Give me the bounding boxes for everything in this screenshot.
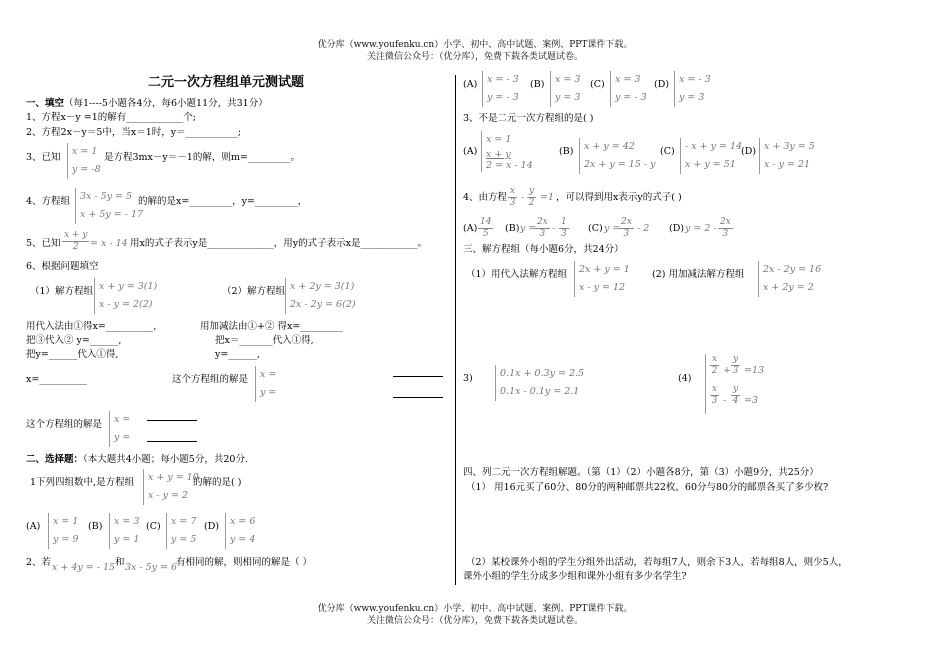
choice-1-option-a: x = 1 y = 9 xyxy=(48,513,78,549)
header-line-2: 关注微信公众号：（优分库），免费下载各类试题试卷。 xyxy=(366,52,583,62)
step-2-right: 把x＝_______代入①得, xyxy=(215,335,314,346)
s3-problem-3-label: 3) xyxy=(463,373,473,384)
r-q4-frac-x3: $\frac{x}{3}$ xyxy=(509,186,516,208)
r-q4-frac-y2: $\frac{y}{2}$ xyxy=(528,186,535,208)
question-6: 6、根据问题填空 xyxy=(26,261,99,272)
r-q3-option-d: x + 3y = 5 x - y = 21 xyxy=(759,138,815,174)
s4-problem-2: （2）某校课外小组的学生分组外出活动，若每组7人，则余下3人，若每组8人，则少5人， xyxy=(466,557,848,568)
r-q4-option-b-lhs: y = xyxy=(520,223,537,234)
r-q4-option-d-lhs: y = 2 - xyxy=(685,223,717,234)
solution-system-1: x = y = xyxy=(255,366,276,402)
step-3-right: y=______, xyxy=(215,349,260,360)
section-3-heading: 三、解方程组（每小题6分，共24分） xyxy=(463,244,624,255)
r-q4-option-c-lhs: y = xyxy=(604,223,621,234)
footer-line-2: 关注微信公众号：（优分库），免费下载各类试题试卷。 xyxy=(366,616,583,626)
r-q3-option-c: - x + y = 14 x + y = 51 xyxy=(680,138,742,174)
r-option-d: x = - 3 y = 3 xyxy=(674,71,711,107)
s3-problem-4-system: $\frac{x}{2}$ + $\frac{y}{3}$ =13 $\frac{x}{3}$ - $\frac{y}{4}$ =3 xyxy=(705,354,710,414)
r-q4-option-c-frac: $\frac{2x}{3}$ xyxy=(621,217,632,239)
solution-system-2: x = y = xyxy=(109,411,130,447)
choice-2-and: 和 xyxy=(115,557,125,568)
question-3-lead: 3、已知 xyxy=(26,152,61,163)
header-line-1: 优分库（www.youfenku.cn）小学、初中、高中试题、案例、PPT课件下载。 xyxy=(317,40,633,50)
r-question-3: 3、不是二元一次方程组的是( ) xyxy=(463,113,594,124)
choice-2-lead: 2、若 xyxy=(26,557,52,568)
step-3-left: 把y=______代入①得, xyxy=(26,349,119,360)
r-q3-option-a-label: (A) xyxy=(463,146,478,157)
r-q3-option-d-label: (D) xyxy=(741,146,757,157)
answer-line xyxy=(393,376,443,377)
answer-line xyxy=(147,441,197,442)
question-6-2-label: （2）解方程组 xyxy=(222,286,286,297)
choice-1-lead: 1下列四组数中,是方程组 xyxy=(30,477,135,488)
choice-2-text: 有相同的解，则相同的解是（ ） xyxy=(176,557,313,568)
r-q4-option-d-label: (D) xyxy=(669,223,685,234)
r-q4-eq1: =1 xyxy=(540,192,555,203)
r-q4-option-d-frac: $\frac{2x}{3}$ xyxy=(720,217,731,239)
question-1: 1、方程x－y =1的解有____________个; xyxy=(26,112,196,123)
r-q4-option-b-label: (B) xyxy=(505,223,520,234)
question-3-text: 是方程3mx－y＝－1的解，则m=_________。 xyxy=(104,152,301,163)
r-option-a: x = - 3 y = - 3 xyxy=(482,71,519,107)
answer-line xyxy=(393,397,443,398)
s4-problem-1: （1） 用16元买了60分、80分的两种邮票共22枚，60分与80分的邮票各买了多少枚? xyxy=(466,482,829,493)
column-divider xyxy=(455,75,456,585)
r-q4-minus: - xyxy=(521,192,525,203)
section-2-heading: 二、选择题：（本大题共4小题；每小题5分，共20分. xyxy=(26,454,248,465)
s3-problem-2-system: 2x - 2y = 16 x + 2y = 2 xyxy=(758,261,821,297)
question-4-system: 3x - 5y = 5 x + 5y = - 17 xyxy=(75,188,143,224)
choice-2-equation-2: 3x - 5y = 6 xyxy=(125,562,178,573)
answer-line xyxy=(147,420,197,421)
choice-2-equation-1: x + 4y = - 15 xyxy=(52,562,116,573)
choice-1-option-b: x = 3 y = 1 xyxy=(109,513,139,549)
question-5-equation: = x - 14 xyxy=(90,238,128,249)
choice-1-option-c: x = 7 y = 5 xyxy=(166,513,196,549)
question-3-system: x = 1 y = -8 xyxy=(67,143,101,179)
question-5-text: 用x的式子表示y是______________，用y的式子表示x是____________。 xyxy=(130,238,427,249)
r-option-d-label: (D) xyxy=(654,79,670,90)
question-4-lead: 4、方程组 xyxy=(26,196,71,207)
r-q4-option-a: $\frac{14}{5}$ xyxy=(480,217,492,239)
choice-1-system: x + y = 10 x - y = 2 xyxy=(143,469,199,505)
choice-1-option-a-label: (A) xyxy=(26,521,41,532)
step-1-right: 用加减法由①+② 得x=_________ xyxy=(200,321,344,332)
r-option-a-label: (A) xyxy=(463,79,478,90)
step-4-left: x=__________ xyxy=(26,374,87,385)
choice-1-option-d: x = 6 y = 4 xyxy=(225,513,255,549)
solution-label-2: 这个方程组的解是 xyxy=(26,419,103,430)
r-q3-option-a: x = 1 x + y 2 = x - 14 xyxy=(481,131,533,172)
s3-problem-4-label: (4) xyxy=(678,373,692,384)
r-q4-option-b-minus: - xyxy=(552,223,556,234)
step-1-left: 用代入法由①得x=__________, xyxy=(26,321,157,332)
section-1-heading: 一、填空（每1----5小题各4分，每6小题11分，共31分） xyxy=(26,98,268,109)
r-q4-option-b-frac2: $\frac{1}{3}$ xyxy=(561,217,567,239)
footer-line-1: 优分库（www.youfenku.cn）小学、初中、高中试题、案例、PPT课件下载。 xyxy=(317,604,633,614)
r-option-c: x = 3 y = - 3 xyxy=(610,71,647,107)
r-option-b-label: (B) xyxy=(530,79,545,90)
section-4-heading: 四、列二元一次方程组解题。（第（1）（2）小题各8分，第（3）小题9分，共25分） xyxy=(463,467,819,478)
page-title: 二元一次方程组单元测试题 xyxy=(148,75,305,90)
choice-1-option-c-label: (C) xyxy=(146,521,161,532)
solution-label-1: 这个方程组的解是 xyxy=(172,374,249,385)
question-2: 2、方程2x－y＝5中，当x＝1时，y＝___________; xyxy=(26,127,242,138)
r-q4-option-b-frac1: $\frac{2x}{3}$ xyxy=(537,217,548,239)
r-question-4-lead: 4、由方程 xyxy=(463,192,508,203)
r-q3-option-b: x + y = 42 2x + y = 15 - y xyxy=(579,138,655,174)
r-option-b: x = 3 y = 3 xyxy=(550,71,580,107)
question-5-lead: 5、已知 xyxy=(26,238,61,249)
r-q3-option-c-label: (C) xyxy=(660,146,675,157)
s3-problem-3-system: 0.1x + 0.3y = 2.5 0.1x - 0.1y = 2.1 xyxy=(495,365,584,401)
s3-problem-1-label: （1）用代入法解方程组 xyxy=(466,269,568,280)
choice-1-option-d-label: (D) xyxy=(204,521,220,532)
r-q4-option-c-rest: - 2 xyxy=(637,223,650,234)
r-option-c-label: (C) xyxy=(590,79,605,90)
question-4-text: 的解的是x=_________，y=_________， xyxy=(138,196,308,207)
choice-1-text: 的解的是( ) xyxy=(193,477,242,488)
question-6-1-system: x + y = 3(1) x - y = 2(2) xyxy=(94,278,157,314)
question-6-1-label: （1）解方程组 xyxy=(30,286,94,297)
r-q4-option-c-label: (C) xyxy=(588,223,603,234)
question-6-2-system: x + 2y = 3(1) 2x - 2y = 6(2) xyxy=(285,278,356,314)
s3-problem-1-system: 2x + y = 1 x - y = 12 xyxy=(574,261,630,297)
question-5-fraction: $\frac{x + y}{2}$ xyxy=(64,230,88,252)
step-2-left: 把③代入② y=______, xyxy=(26,335,122,346)
s4-problem-2-cont: 课外小组的学生分成多少组和课外小组有多少名学生? xyxy=(463,571,687,582)
s3-problem-2-label: (2) 用加减法解方程组 xyxy=(652,269,745,280)
choice-1-option-b-label: (B) xyxy=(88,521,103,532)
r-q3-option-b-label: (B) xyxy=(559,146,574,157)
r-q4-option-a-label: (A) xyxy=(463,223,478,234)
r-question-4-text: ，可以得到用x表示y的式子( ) xyxy=(556,192,682,203)
